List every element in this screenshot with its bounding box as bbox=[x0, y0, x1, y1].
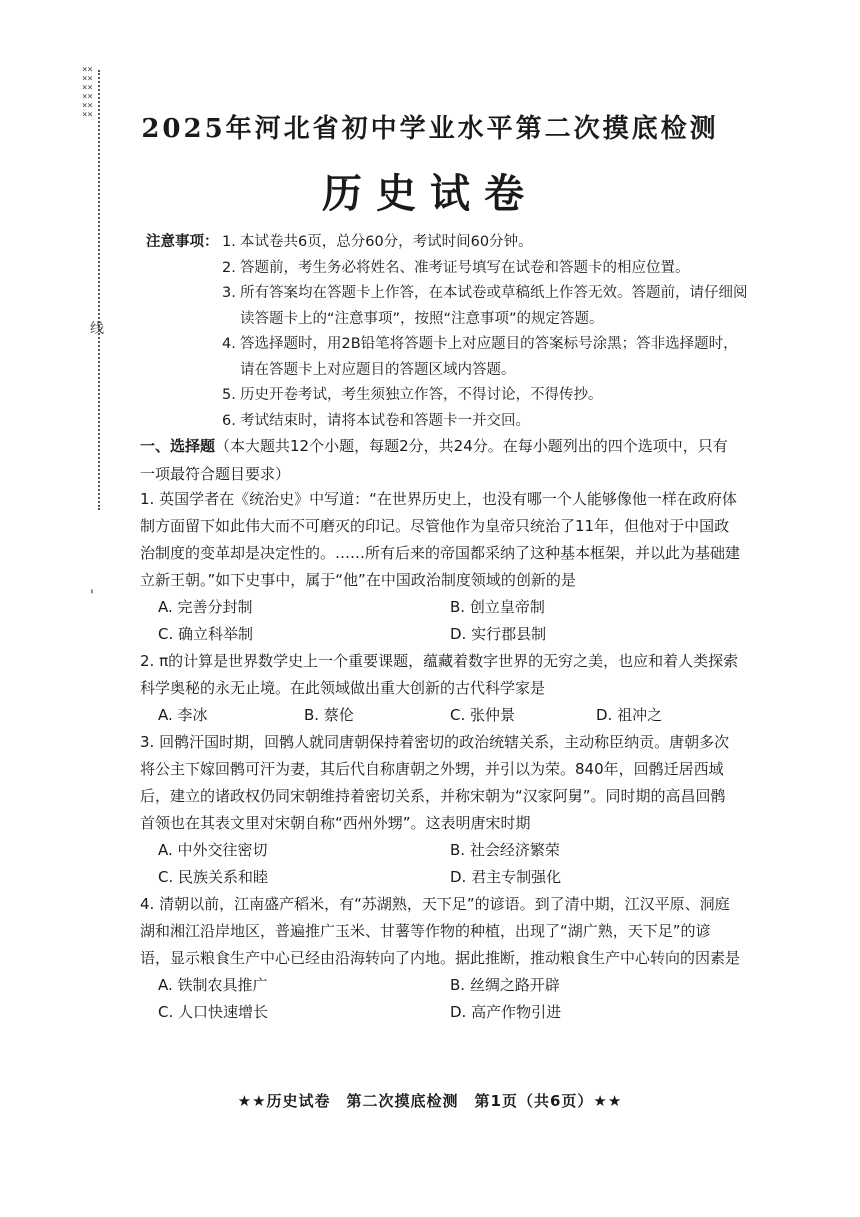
note-item bbox=[222, 281, 752, 332]
section-header bbox=[140, 432, 740, 488]
note-number: 2. bbox=[222, 259, 236, 276]
section-heading: 一、选择题 bbox=[140, 437, 216, 455]
note-number: 6. bbox=[222, 412, 236, 429]
question-stem: 4. 清朝以前，江南盛产稻米，有“苏湖熟，天下足”的谚语。到了清中期，江汉平原、洞庭湖和湘江沿岸地区，普遍推广玉米、甘薯等作物的种植，出现了“湖广熟，天下足”的谚语，显示粮食生产中心已经由沿海转向了内地。据此推断，推动粮食生产中心转向的因素是 bbox=[140, 895, 741, 967]
answer-option: D. 君主专制强化 bbox=[450, 868, 562, 886]
margin-line-char: 线 bbox=[90, 321, 104, 337]
answer-option: B. 创立皇帝制 bbox=[450, 598, 545, 616]
note-number: 1. bbox=[222, 234, 236, 250]
answer-option: B. 社会经济繁荣 bbox=[450, 841, 560, 859]
answer-option: C. 确立科举制 bbox=[158, 625, 254, 643]
note-item bbox=[222, 332, 752, 383]
question-stem: 1. 英国学者在《统治史》中写道：“在世界历史上，也没有哪一个人能够像他一样在政府体制方面留下如此伟大而不可磨灭的印记。尽管他作为皇帝只统治了11年，但他对于中国政治制度的变革却是决定性的。……所有后来的帝国都采纳了这种基本框架，并以此为基础建立新王朝。”如下史事中，属于“他”在中国政治制度领域的创新的是 bbox=[140, 490, 741, 589]
answer-option: A. 中外交往密切 bbox=[158, 841, 268, 859]
note-text: 所有答案均在答题卡上作答，在本试卷或草稿纸上作答无效。答题前，请仔细阅读答题卡上的“注意事项”，按照“注意事项”的规定答题。 bbox=[240, 285, 748, 327]
option-list bbox=[140, 972, 740, 1026]
section-description: （本大题共12个小题，每题2分，共24分。在每小题列出的四个选项中，只有一项最符合题目要求） bbox=[140, 437, 728, 483]
question-1 bbox=[140, 486, 740, 648]
note-text: 答选择题时，用2B铅笔将答题卡上对应题目的答案标号涂黑；答非选择题时，请在答题卡上对应题目的答题区域内答题。 bbox=[240, 336, 738, 378]
answer-option: C. 民族关系和睦 bbox=[158, 868, 269, 886]
question-list bbox=[140, 486, 740, 1026]
question-4 bbox=[140, 891, 740, 1026]
option-list bbox=[140, 594, 740, 648]
answer-option: D. 实行郡县制 bbox=[450, 625, 547, 643]
note-text: 历史开卷考试，考生须独立作答，不得讨论，不得传抄。 bbox=[240, 387, 603, 403]
note-number: 5. bbox=[222, 387, 236, 403]
exam-subtitle: 历史试卷 bbox=[322, 170, 538, 217]
option-list bbox=[140, 702, 740, 729]
note-item bbox=[222, 256, 752, 282]
note-number: 3. bbox=[222, 285, 236, 301]
note-text: 答题前，考生务必将姓名、准考证号填写在试卷和答题卡的相应位置。 bbox=[240, 259, 690, 276]
notes-list bbox=[222, 230, 752, 434]
note-number: 4. bbox=[222, 336, 236, 352]
answer-option: A. 完善分封制 bbox=[158, 598, 253, 616]
page-footer: ★★历史试卷 第二次摸底检测 第1页（共6页）★★ bbox=[237, 1092, 623, 1110]
answer-option: A. 铁制农具推广 bbox=[158, 976, 268, 994]
option-list bbox=[140, 837, 740, 891]
question-stem: 2. π的计算是世界数学史上一个重要课题，蕴藏着数字世界的无穷之美，也应和着人类探索科学奥秘的永无止境。在此领域做出重大创新的古代科学家是 bbox=[140, 652, 739, 697]
answer-option: C. 人口快速增长 bbox=[158, 1003, 269, 1021]
margin-side-char: ' bbox=[90, 588, 94, 604]
answer-option: B. 丝绸之路开辟 bbox=[450, 976, 560, 994]
note-item bbox=[222, 230, 752, 256]
note-text: 考试结束时，请将本试卷和答题卡一并交回。 bbox=[240, 412, 530, 429]
note-text: 本试卷共6页，总分60分，考试时间60分钟。 bbox=[240, 234, 533, 250]
margin-cut-marks: ×××××××××××× bbox=[82, 65, 93, 120]
answer-option: D. 祖冲之 bbox=[596, 706, 663, 724]
exam-title: 2025年河北省初中学业水平第二次摸底检测 bbox=[141, 114, 719, 144]
question-3 bbox=[140, 729, 740, 891]
answer-option: B. 蔡伦 bbox=[304, 706, 354, 724]
answer-option: D. 高产作物引进 bbox=[450, 1003, 562, 1021]
answer-option: A. 李冰 bbox=[158, 706, 208, 724]
note-item bbox=[222, 383, 752, 409]
answer-option: C. 张仲景 bbox=[450, 706, 516, 724]
question-2 bbox=[140, 648, 740, 729]
note-item bbox=[222, 409, 752, 435]
question-stem: 3. 回鹘汗国时期，回鹘人就同唐朝保持着密切的政治统辖关系，主动称臣纳贡。唐朝多次将公主下嫁回鹘可汗为妻，其后代自称唐朝之外甥，并引以为荣。840年，回鹘迁居西域后，建立的诸政权仍同宋朝维持着密切关系，并称宋朝为“汉家阿舅”。同时期的高昌回鹘首领也在其表文里对宋朝自称“西州外甥”。这表明唐宋时期 bbox=[140, 733, 730, 832]
notes-label: 注意事项： bbox=[146, 234, 219, 250]
